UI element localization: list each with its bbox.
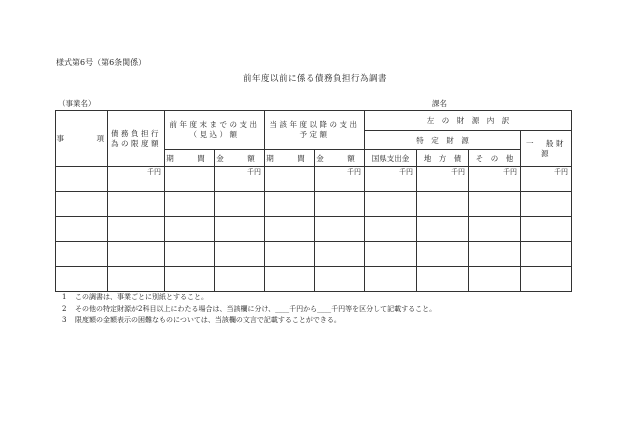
table-cell[interactable] bbox=[215, 217, 265, 242]
header-period-spending: 当該年度以降の支出予定額 bbox=[265, 111, 365, 150]
table-cell[interactable] bbox=[56, 242, 108, 267]
table-cell[interactable] bbox=[265, 192, 315, 217]
subheader-period-1: 期 間 bbox=[165, 150, 215, 167]
table-cell[interactable] bbox=[469, 192, 521, 217]
debt-burden-table bbox=[55, 110, 576, 292]
table-cell[interactable] bbox=[417, 267, 469, 292]
table-cell[interactable] bbox=[417, 242, 469, 267]
table-cell[interactable] bbox=[521, 192, 572, 217]
table-cell[interactable] bbox=[215, 267, 265, 292]
table-cell[interactable] bbox=[521, 242, 572, 267]
unit-label[interactable]: 千円 bbox=[365, 167, 417, 192]
table-row bbox=[56, 192, 572, 217]
table-cell[interactable] bbox=[315, 217, 365, 242]
table-cell[interactable] bbox=[215, 242, 265, 267]
table-cell[interactable] bbox=[365, 242, 417, 267]
table-cell[interactable] bbox=[165, 167, 215, 192]
note-text: その他の特定財源が2科目以上にわたる場合は、当該欄に分け、____千円から____千円等を区分して記載すること。 bbox=[75, 304, 437, 313]
table-cell[interactable] bbox=[469, 242, 521, 267]
table-cell[interactable] bbox=[165, 217, 215, 242]
table-cell[interactable] bbox=[108, 192, 165, 217]
unit-label[interactable]: 千円 bbox=[108, 167, 165, 192]
table-row bbox=[56, 217, 572, 242]
table-cell[interactable] bbox=[365, 267, 417, 292]
note-text: 限度額の金額表示の困難なものについては、当該欄の文言で記載することができる。 bbox=[75, 316, 341, 325]
table-cell[interactable] bbox=[315, 192, 365, 217]
table-cell[interactable] bbox=[315, 267, 365, 292]
table-cell[interactable] bbox=[56, 267, 108, 292]
note-number: 3 bbox=[62, 316, 67, 325]
table-cell[interactable] bbox=[165, 242, 215, 267]
subheader-other: そ の 他 bbox=[469, 150, 521, 167]
note-item bbox=[62, 315, 436, 327]
table-row bbox=[56, 242, 572, 267]
table-cell[interactable] bbox=[265, 267, 315, 292]
unit-label[interactable]: 千円 bbox=[521, 167, 572, 192]
subheader-amount-2: 金 額 bbox=[315, 150, 365, 167]
table-cell[interactable] bbox=[165, 192, 215, 217]
note-item bbox=[62, 304, 436, 316]
table-cell[interactable] bbox=[165, 267, 215, 292]
form-number: 様式第6号（第6条関係） bbox=[56, 58, 147, 67]
subheader-amount-1: 金 額 bbox=[215, 150, 265, 167]
table-cell[interactable] bbox=[265, 167, 315, 192]
table-row bbox=[56, 167, 572, 192]
table-cell[interactable] bbox=[108, 242, 165, 267]
subheader-local-bonds: 地 方 債 bbox=[417, 150, 469, 167]
table-cell[interactable] bbox=[108, 267, 165, 292]
table-cell[interactable] bbox=[521, 217, 572, 242]
table-cell[interactable] bbox=[315, 242, 365, 267]
table-cell[interactable] bbox=[469, 267, 521, 292]
project-name-label: （事業名） bbox=[58, 99, 96, 108]
header-funding-breakdown: 左 の 財 源 内 訳 bbox=[365, 111, 572, 131]
note-item bbox=[62, 292, 436, 304]
notes-list bbox=[62, 292, 436, 327]
table-cell[interactable] bbox=[417, 192, 469, 217]
unit-label[interactable]: 千円 bbox=[469, 167, 521, 192]
table-cell[interactable] bbox=[265, 242, 315, 267]
table-cell[interactable] bbox=[56, 217, 108, 242]
header-prev-spending: 前年度末までの支出（見込）額 bbox=[165, 111, 265, 150]
section-name-label: 課名 bbox=[432, 99, 447, 108]
table-cell[interactable] bbox=[108, 217, 165, 242]
document-title: 前年度以前に係る債務負担行為調書 bbox=[242, 74, 387, 84]
table-cell[interactable] bbox=[56, 167, 108, 192]
unit-label[interactable]: 千円 bbox=[417, 167, 469, 192]
table-cell[interactable] bbox=[365, 192, 417, 217]
subheader-period-2: 期 間 bbox=[265, 150, 315, 167]
table-cell[interactable] bbox=[417, 217, 469, 242]
subheader-national-prefectural: 国県支出金 bbox=[365, 150, 417, 167]
note-number: 1 bbox=[62, 293, 67, 301]
header-project: 事 項 bbox=[56, 111, 108, 167]
table-cell[interactable] bbox=[365, 217, 417, 242]
unit-label[interactable]: 千円 bbox=[215, 167, 265, 192]
table-row bbox=[56, 267, 572, 292]
header-specific-sources: 特 定 財 源 bbox=[365, 131, 521, 150]
header-limit-amount: 債務負担行為の限度額 bbox=[108, 111, 165, 167]
note-number: 2 bbox=[62, 304, 67, 313]
unit-label[interactable]: 千円 bbox=[315, 167, 365, 192]
table-cell[interactable] bbox=[521, 267, 572, 292]
table-cell[interactable] bbox=[469, 217, 521, 242]
note-text: この調書は、事業ごとに別紙とすること。 bbox=[75, 293, 208, 301]
table-cell[interactable] bbox=[215, 192, 265, 217]
header-general-sources: 一 般財 源 bbox=[521, 131, 572, 167]
table-cell[interactable] bbox=[56, 192, 108, 217]
table-cell[interactable] bbox=[265, 217, 315, 242]
